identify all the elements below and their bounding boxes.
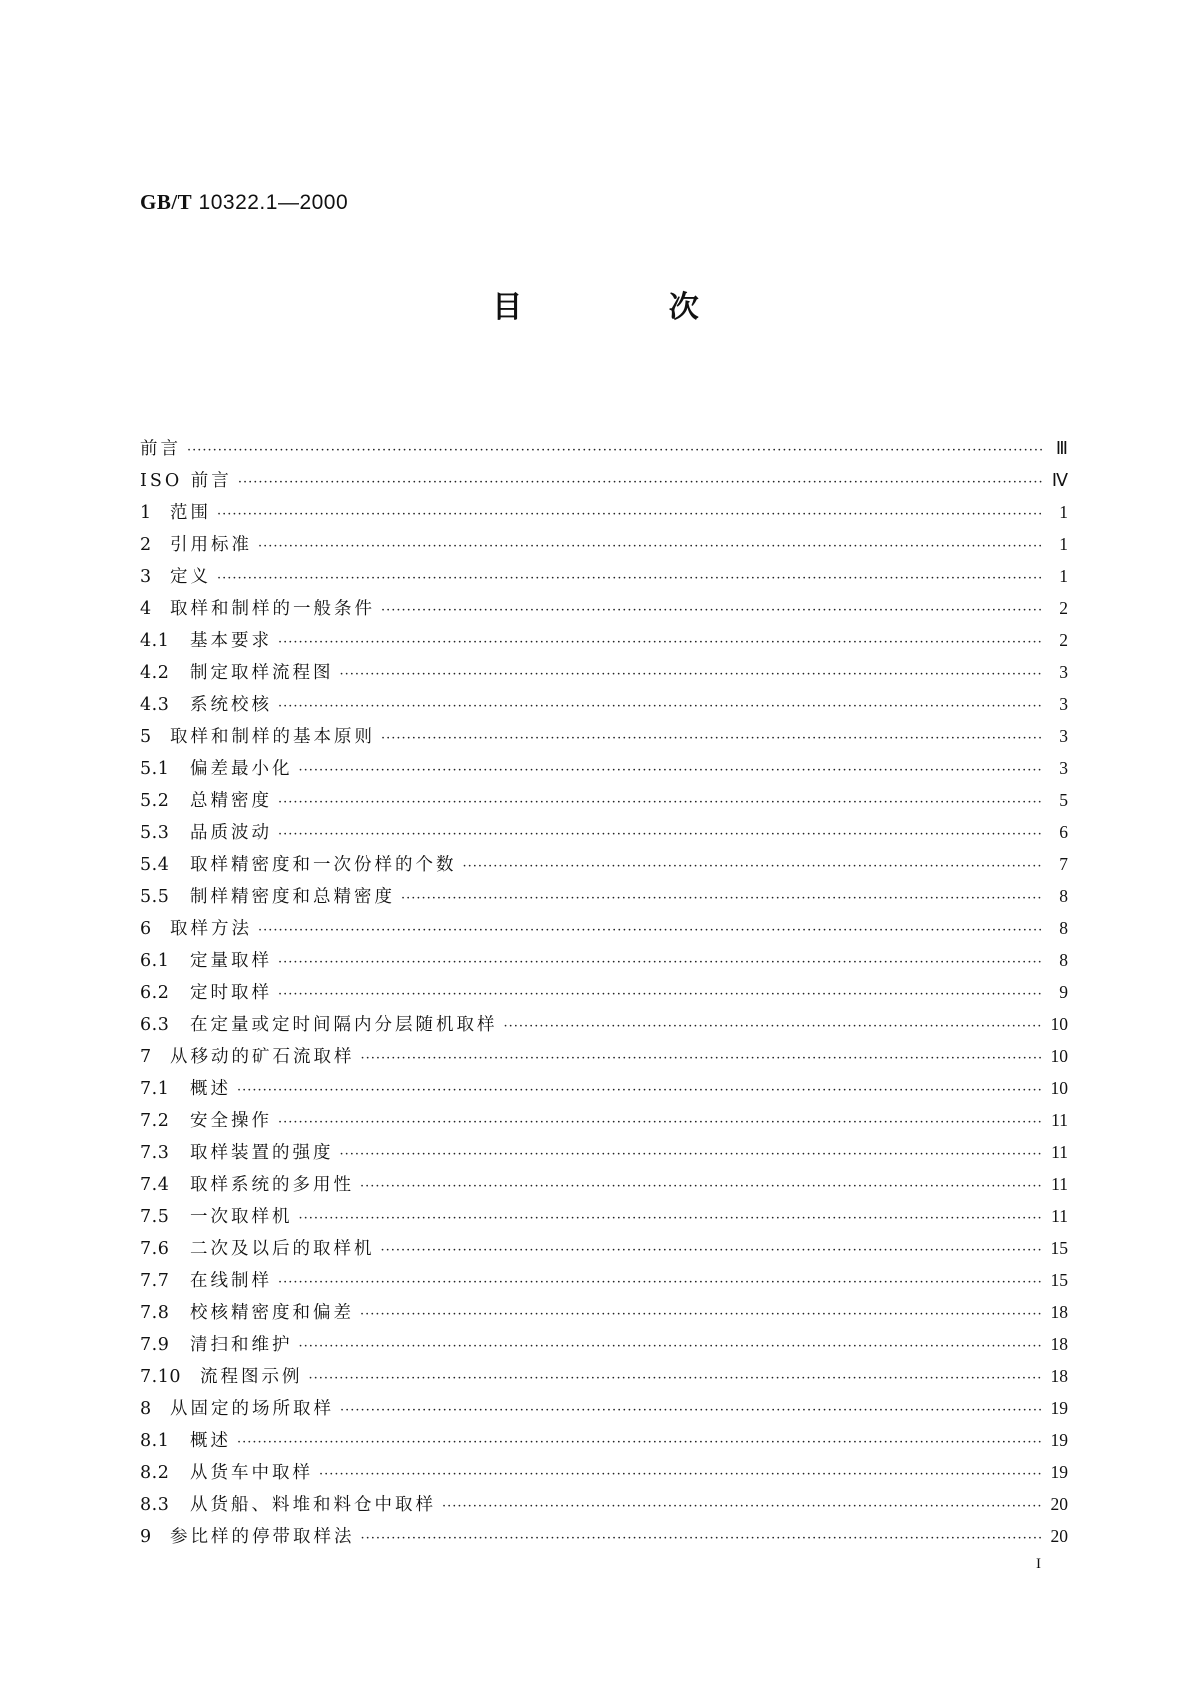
toc-entry-title: 校核精密度和偏差 bbox=[190, 1303, 354, 1323]
toc-entry[interactable] bbox=[140, 1424, 1068, 1456]
toc-entry-page: 11 bbox=[1051, 1174, 1068, 1194]
toc-entry-title: 范围 bbox=[170, 503, 211, 523]
toc-entry-number: 7.3 bbox=[140, 1143, 170, 1163]
toc-entry-number: 4.3 bbox=[140, 695, 170, 715]
toc-entry-title: 品质波动 bbox=[190, 823, 272, 843]
table-of-contents bbox=[140, 432, 1068, 1552]
toc-entry-number: 4.2 bbox=[140, 663, 170, 683]
toc-entry-page: 18 bbox=[1050, 1334, 1068, 1354]
toc-entry-page: 11 bbox=[1051, 1206, 1068, 1226]
toc-entry-number: 3 bbox=[140, 567, 152, 587]
toc-dot-leader bbox=[463, 851, 1043, 883]
toc-dot-leader bbox=[258, 531, 1042, 563]
toc-entry-number: 7.8 bbox=[140, 1303, 170, 1323]
toc-entry-page: 1 bbox=[1059, 502, 1068, 522]
toc-entry-page: 3 bbox=[1059, 726, 1068, 746]
toc-entry[interactable] bbox=[140, 1264, 1068, 1296]
toc-entry-number: 7.9 bbox=[140, 1335, 170, 1355]
toc-entry-number: 5 bbox=[140, 727, 152, 747]
toc-entry-title: 一次取样机 bbox=[190, 1207, 293, 1227]
toc-dot-leader bbox=[442, 1491, 1042, 1523]
toc-entry-number: 7.5 bbox=[140, 1207, 170, 1227]
toc-entry-number: 5.1 bbox=[140, 759, 170, 779]
toc-entry-page: 1 bbox=[1059, 566, 1068, 586]
toc-entry-number: 4.1 bbox=[140, 631, 170, 651]
toc-entry-page: Ⅳ bbox=[1051, 470, 1068, 490]
toc-dot-leader bbox=[381, 595, 1042, 627]
toc-entry[interactable] bbox=[140, 848, 1068, 880]
toc-entry-page: 10 bbox=[1050, 1078, 1068, 1098]
toc-entry[interactable] bbox=[140, 1296, 1068, 1328]
toc-entry[interactable] bbox=[140, 1104, 1068, 1136]
toc-entry-number: 8 bbox=[140, 1399, 152, 1419]
toc-entry-title: 取样和制样的一般条件 bbox=[170, 599, 375, 619]
toc-entry[interactable] bbox=[140, 1136, 1068, 1168]
toc-dot-leader bbox=[381, 1235, 1043, 1267]
toc-entry-page: 3 bbox=[1059, 758, 1068, 778]
toc-dot-leader bbox=[278, 947, 1042, 979]
page-title: 目 次 bbox=[492, 290, 767, 325]
toc-entry-number: 1 bbox=[140, 503, 152, 523]
toc-entry-title: 偏差最小化 bbox=[190, 759, 293, 779]
toc-entry-number: 5.5 bbox=[140, 887, 170, 907]
standard-code-prefix: GB/T bbox=[140, 190, 193, 214]
toc-entry[interactable] bbox=[140, 976, 1068, 1008]
toc-entry[interactable] bbox=[140, 1072, 1068, 1104]
toc-entry-number: 6.3 bbox=[140, 1015, 170, 1035]
toc-entry-title: 参比样的停带取样法 bbox=[170, 1527, 355, 1547]
toc-entry-number: 7.1 bbox=[140, 1079, 170, 1099]
toc-dot-leader bbox=[238, 467, 1042, 499]
toc-entry-page: 7 bbox=[1059, 854, 1068, 874]
toc-entry-title: 概述 bbox=[190, 1079, 231, 1099]
toc-entry[interactable] bbox=[140, 1328, 1068, 1360]
toc-dot-leader bbox=[237, 1427, 1042, 1459]
toc-entry-page: 19 bbox=[1050, 1462, 1068, 1482]
toc-entry-page: 20 bbox=[1050, 1526, 1068, 1546]
toc-dot-leader bbox=[381, 723, 1042, 755]
toc-entry-page: 3 bbox=[1059, 662, 1068, 682]
toc-entry-page: 10 bbox=[1050, 1046, 1068, 1066]
toc-entry-page: 8 bbox=[1059, 886, 1068, 906]
toc-dot-leader bbox=[299, 1203, 1043, 1235]
toc-dot-leader bbox=[299, 755, 1043, 787]
toc-entry-title: 取样和制样的基本原则 bbox=[170, 727, 375, 747]
toc-entry[interactable] bbox=[140, 1456, 1068, 1488]
toc-entry-page: 2 bbox=[1059, 630, 1068, 650]
toc-entry[interactable] bbox=[140, 1520, 1068, 1552]
toc-entry-number: 5.2 bbox=[140, 791, 170, 811]
toc-entry-title: 从移动的矿石流取样 bbox=[170, 1047, 355, 1067]
toc-entry-title: 取样装置的强度 bbox=[190, 1143, 334, 1163]
toc-entry-title: 概述 bbox=[190, 1431, 231, 1451]
toc-dot-leader bbox=[278, 787, 1042, 819]
page-number: I bbox=[1036, 1556, 1041, 1572]
toc-entry-page: 18 bbox=[1050, 1302, 1068, 1322]
toc-entry-title: 在线制样 bbox=[190, 1271, 272, 1291]
toc-entry-page: 8 bbox=[1059, 950, 1068, 970]
toc-entry-title: 在定量或定时间隔内分层随机取样 bbox=[190, 1015, 498, 1035]
toc-entry[interactable] bbox=[140, 1008, 1068, 1040]
toc-entry-number: 2 bbox=[140, 535, 152, 555]
toc-entry-number: 5.3 bbox=[140, 823, 170, 843]
toc-dot-leader bbox=[187, 435, 1042, 467]
toc-entry[interactable] bbox=[140, 1040, 1068, 1072]
toc-entry[interactable] bbox=[140, 752, 1068, 784]
toc-entry-number: 7 bbox=[140, 1047, 152, 1067]
toc-dot-leader bbox=[360, 1171, 1042, 1203]
toc-entry-number: 6.1 bbox=[140, 951, 170, 971]
toc-dot-leader bbox=[278, 627, 1042, 659]
toc-entry-page: 18 bbox=[1050, 1366, 1068, 1386]
toc-entry-page: 11 bbox=[1051, 1110, 1068, 1130]
toc-dot-leader bbox=[360, 1299, 1042, 1331]
standard-code-number: 10322.1—2000 bbox=[198, 191, 349, 214]
toc-entry-page: 2 bbox=[1059, 598, 1068, 618]
toc-entry-title: 引用标准 bbox=[170, 535, 252, 555]
toc-dot-leader bbox=[504, 1011, 1043, 1043]
toc-entry[interactable] bbox=[140, 624, 1068, 656]
toc-entry-title: 二次及以后的取样机 bbox=[190, 1239, 375, 1259]
toc-entry[interactable] bbox=[140, 464, 1068, 496]
toc-entry[interactable] bbox=[140, 496, 1068, 528]
toc-entry-page: 15 bbox=[1050, 1270, 1068, 1290]
toc-entry-number: 7.2 bbox=[140, 1111, 170, 1131]
toc-entry-title: 制定取样流程图 bbox=[190, 663, 334, 683]
toc-entry-page: 19 bbox=[1050, 1398, 1068, 1418]
toc-entry-title: 基本要求 bbox=[190, 631, 272, 651]
toc-entry[interactable] bbox=[140, 784, 1068, 816]
toc-entry-title: 从货船、料堆和料仓中取样 bbox=[190, 1495, 436, 1515]
toc-entry-number: 7.10 bbox=[140, 1367, 181, 1387]
toc-entry-number: 6 bbox=[140, 919, 152, 939]
toc-entry-number: 9 bbox=[140, 1527, 152, 1547]
toc-dot-leader bbox=[278, 691, 1042, 723]
toc-entry-page: 11 bbox=[1051, 1142, 1068, 1162]
toc-dot-leader bbox=[278, 819, 1042, 851]
toc-entry-page: 6 bbox=[1059, 822, 1068, 842]
toc-entry[interactable] bbox=[140, 560, 1068, 592]
toc-dot-leader bbox=[401, 883, 1042, 915]
toc-dot-leader bbox=[319, 1459, 1042, 1491]
toc-entry-title: 定义 bbox=[170, 567, 211, 587]
toc-entry-page: 8 bbox=[1059, 918, 1068, 938]
toc-entry-title: 总精密度 bbox=[190, 791, 272, 811]
toc-entry-title: 从货车中取样 bbox=[190, 1463, 313, 1483]
toc-entry[interactable] bbox=[140, 944, 1068, 976]
toc-entry[interactable] bbox=[140, 1360, 1068, 1392]
toc-entry[interactable] bbox=[140, 688, 1068, 720]
toc-dot-leader bbox=[237, 1075, 1042, 1107]
toc-dot-leader bbox=[217, 499, 1042, 531]
toc-dot-leader bbox=[217, 563, 1042, 595]
toc-entry-title: 前言 bbox=[140, 439, 181, 459]
toc-entry[interactable] bbox=[140, 816, 1068, 848]
toc-entry-page: 9 bbox=[1059, 982, 1068, 1002]
toc-entry-page: 5 bbox=[1059, 790, 1068, 810]
toc-entry-page: 10 bbox=[1050, 1014, 1068, 1034]
toc-entry[interactable] bbox=[140, 1232, 1068, 1264]
toc-dot-leader bbox=[309, 1363, 1043, 1395]
toc-dot-leader bbox=[278, 1267, 1042, 1299]
toc-entry[interactable] bbox=[140, 912, 1068, 944]
toc-entry-page: 3 bbox=[1059, 694, 1068, 714]
toc-entry[interactable] bbox=[140, 1392, 1068, 1424]
toc-entry-title: 取样方法 bbox=[170, 919, 252, 939]
toc-dot-leader bbox=[340, 1395, 1042, 1427]
toc-entry-page: 20 bbox=[1050, 1494, 1068, 1514]
toc-entry-title: 流程图示例 bbox=[200, 1367, 303, 1387]
toc-entry-title: 制样精密度和总精密度 bbox=[190, 887, 395, 907]
toc-entry-page: 15 bbox=[1050, 1238, 1068, 1258]
toc-entry[interactable] bbox=[140, 880, 1068, 912]
toc-entry-title: ISO 前言 bbox=[140, 471, 232, 491]
toc-dot-leader bbox=[278, 1107, 1042, 1139]
toc-entry[interactable] bbox=[140, 1168, 1068, 1200]
toc-entry-page: 19 bbox=[1050, 1430, 1068, 1450]
toc-entry[interactable] bbox=[140, 592, 1068, 624]
toc-entry-number: 5.4 bbox=[140, 855, 170, 875]
toc-entry[interactable] bbox=[140, 1200, 1068, 1232]
toc-entry-title: 系统校核 bbox=[190, 695, 272, 715]
toc-dot-leader bbox=[278, 979, 1042, 1011]
toc-dot-leader bbox=[361, 1523, 1043, 1555]
toc-entry[interactable] bbox=[140, 528, 1068, 560]
toc-entry[interactable] bbox=[140, 432, 1068, 464]
toc-dot-leader bbox=[340, 1139, 1043, 1171]
toc-entry-page: Ⅲ bbox=[1055, 438, 1068, 458]
toc-entry-number: 8.2 bbox=[140, 1463, 170, 1483]
toc-entry-title: 取样系统的多用性 bbox=[190, 1175, 354, 1195]
toc-entry-title: 定时取样 bbox=[190, 983, 272, 1003]
toc-entry-number: 8.1 bbox=[140, 1431, 170, 1451]
toc-entry-number: 7.6 bbox=[140, 1239, 170, 1259]
toc-entry-title: 定量取样 bbox=[190, 951, 272, 971]
toc-entry-number: 7.7 bbox=[140, 1271, 170, 1291]
toc-entry-title: 清扫和维护 bbox=[190, 1335, 293, 1355]
toc-entry[interactable] bbox=[140, 720, 1068, 752]
toc-entry-number: 4 bbox=[140, 599, 152, 619]
toc-dot-leader bbox=[340, 659, 1043, 691]
toc-entry-number: 8.3 bbox=[140, 1495, 170, 1515]
toc-entry-title: 取样精密度和一次份样的个数 bbox=[190, 855, 457, 875]
toc-dot-leader bbox=[361, 1043, 1043, 1075]
toc-entry-page: 1 bbox=[1059, 534, 1068, 554]
standard-code bbox=[140, 190, 348, 215]
toc-entry-number: 7.4 bbox=[140, 1175, 170, 1195]
toc-entry[interactable] bbox=[140, 1488, 1068, 1520]
toc-dot-leader bbox=[258, 915, 1042, 947]
toc-dot-leader bbox=[299, 1331, 1043, 1363]
toc-entry-title: 从固定的场所取样 bbox=[170, 1399, 334, 1419]
toc-entry-title: 安全操作 bbox=[190, 1111, 272, 1131]
toc-entry-number: 6.2 bbox=[140, 983, 170, 1003]
toc-entry[interactable] bbox=[140, 656, 1068, 688]
